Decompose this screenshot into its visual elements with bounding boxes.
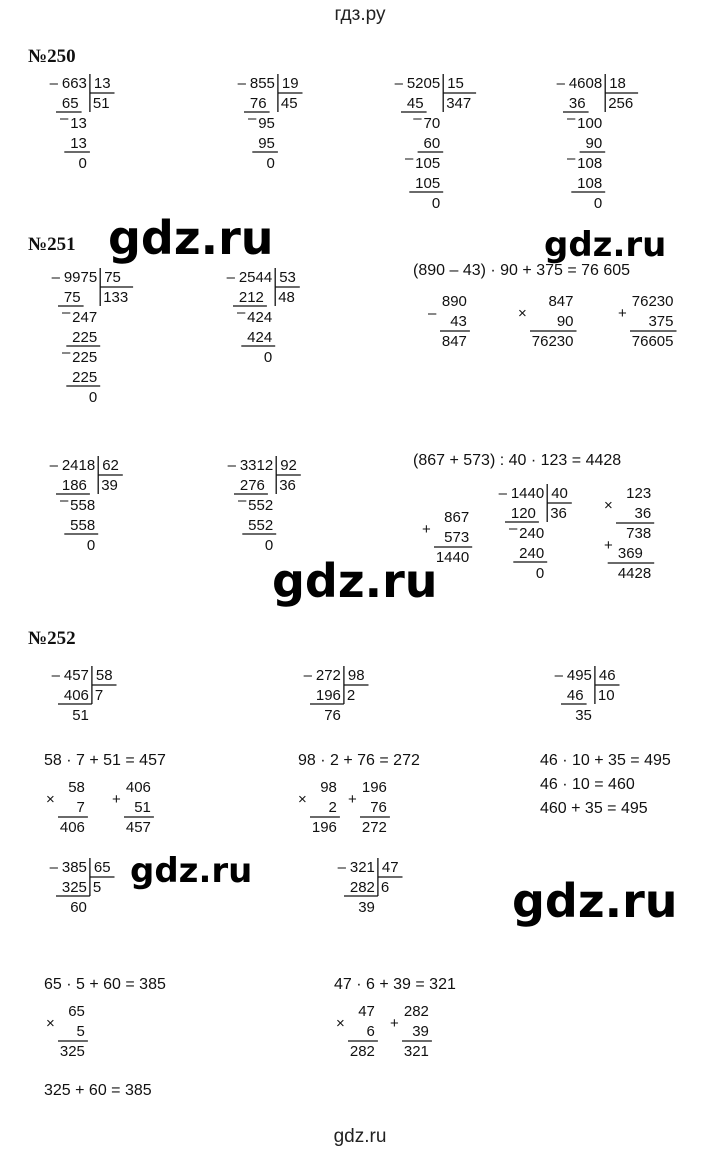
divisor: 15 — [447, 75, 464, 92]
minus-sign: – — [61, 344, 71, 361]
check-252-3c: 460 + 35 = 495 — [540, 800, 648, 817]
check-252-3a: 46 · 10 + 35 = 495 — [540, 752, 671, 769]
check-252-4b: 325 + 60 = 385 — [44, 1082, 152, 1099]
operand-b: 39 — [412, 1023, 429, 1040]
subtrahend: 45 — [406, 95, 424, 112]
subtrahend: 36 — [568, 95, 586, 112]
minus-sign: – — [413, 110, 422, 127]
divisor: 47 — [381, 859, 399, 876]
column-subtraction-890-43 — [428, 292, 473, 352]
subtrahend: 225 — [72, 369, 98, 386]
calc-svg — [48, 456, 129, 558]
result: 272 — [361, 819, 387, 836]
division-3312-by-92 — [226, 456, 307, 558]
operand-b: 7 — [76, 799, 85, 816]
dividend: 855 — [249, 75, 275, 92]
remainder: 247 — [72, 309, 98, 326]
calc-svg — [604, 484, 658, 584]
remainder: 100 — [577, 115, 603, 132]
remainder: 108 — [577, 155, 603, 172]
result: 196 — [311, 819, 337, 836]
result: 406 — [59, 819, 85, 836]
divisor: 53 — [279, 269, 296, 286]
check-252-1: 58 · 7 + 51 = 457 — [44, 752, 166, 769]
subtrahend: 558 — [70, 517, 96, 534]
subtrahend: 90 — [585, 135, 603, 152]
partial-product: 738 — [626, 525, 652, 542]
calc-svg — [226, 456, 307, 558]
dividend: 9975 — [63, 269, 98, 286]
operator-sign: + — [112, 791, 121, 808]
column-addition-406-51 — [112, 778, 157, 838]
remainder: 60 — [70, 899, 87, 916]
operand-b: 90 — [556, 313, 574, 330]
operator-sign: + — [618, 305, 627, 322]
quotient: 256 — [608, 95, 634, 112]
minus-sign: – — [566, 150, 576, 167]
quotient: 347 — [446, 95, 472, 112]
division-5205-by-15 — [393, 74, 483, 216]
divisor: 65 — [93, 859, 111, 876]
subtrahend: 552 — [248, 517, 274, 534]
divisor: 98 — [347, 667, 365, 684]
watermark-logo: gdz.ru — [544, 225, 667, 265]
operand-a: 123 — [626, 485, 652, 502]
division-855-by-19 — [236, 74, 309, 176]
operator-sign: + — [422, 521, 431, 538]
dividend: 4608 — [568, 75, 603, 92]
quotient: 45 — [280, 95, 298, 112]
minus-sign: – — [556, 75, 565, 92]
divisor: 40 — [551, 485, 568, 502]
division-321-by-47 — [336, 858, 409, 920]
calc-svg — [112, 778, 157, 838]
subtrahend: 406 — [63, 687, 89, 704]
result: 321 — [403, 1043, 429, 1060]
minus-sign: – — [49, 75, 58, 92]
plus-sign: + — [604, 537, 613, 554]
calc-svg — [497, 484, 578, 586]
column-addition-196-76 — [348, 778, 393, 838]
check-252-3b: 46 · 10 = 460 — [540, 776, 635, 793]
operator-sign: × — [518, 305, 527, 322]
quotient: 133 — [103, 289, 129, 306]
site-footer: gdz.ru — [333, 1126, 387, 1147]
minus-sign: – — [61, 304, 71, 321]
column-multiplication-847-90 — [518, 292, 580, 352]
dividend: 2544 — [238, 269, 273, 286]
remainder: 0 — [264, 537, 274, 554]
dividend: 3312 — [239, 457, 274, 474]
operand-a: 847 — [548, 293, 574, 310]
operator-sign: + — [390, 1015, 399, 1032]
result: 282 — [349, 1043, 375, 1060]
result: 1440 — [435, 549, 470, 566]
result: 4428 — [617, 565, 652, 582]
subtrahend: 13 — [70, 135, 87, 152]
column-multiplication-58-7 — [46, 778, 91, 838]
operand-a: 406 — [125, 779, 151, 796]
division-385-by-65 — [48, 858, 121, 920]
remainder: 0 — [431, 195, 441, 212]
operator-sign: × — [298, 791, 307, 808]
subtrahend: 276 — [239, 477, 265, 494]
subtrahend: 95 — [258, 135, 275, 152]
remainder: 51 — [72, 707, 89, 724]
subtrahend: 196 — [315, 687, 341, 704]
minus-sign: – — [236, 304, 246, 321]
operand-a: 196 — [361, 779, 387, 796]
minus-sign: – — [554, 667, 563, 684]
calc-svg — [393, 74, 483, 216]
quotient: 2 — [346, 687, 356, 704]
division-495-by-46 — [553, 666, 626, 728]
calc-svg — [46, 778, 91, 838]
expression-251-b: (867 + 573) : 40 · 123 = 4428 — [413, 452, 622, 469]
division-2418-by-62 — [48, 456, 129, 558]
minus-sign: – — [49, 457, 58, 474]
dividend: 495 — [566, 667, 592, 684]
dividend: 663 — [61, 75, 87, 92]
column-multiplication-98-2 — [298, 778, 343, 838]
minus-sign: – — [51, 269, 60, 286]
remainder: 95 — [258, 115, 275, 132]
result: 76230 — [531, 333, 574, 350]
subtrahend: 212 — [238, 289, 264, 306]
watermark-logo: gdz.ru — [512, 874, 678, 928]
remainder: 76 — [324, 707, 341, 724]
watermark-logo: gdz.ru — [108, 211, 274, 265]
quotient: 48 — [278, 289, 295, 306]
division-272-by-98 — [302, 666, 375, 728]
operand-a: 98 — [320, 779, 337, 796]
operand-a: 867 — [444, 509, 470, 526]
calc-svg — [48, 858, 121, 920]
divisor: 58 — [95, 667, 113, 684]
minus-sign: – — [247, 110, 257, 127]
operator-sign: + — [348, 791, 357, 808]
operand-b: 573 — [444, 529, 470, 546]
subtrahend: 46 — [566, 687, 584, 704]
dividend: 1440 — [510, 485, 545, 502]
remainder: 424 — [247, 309, 273, 326]
check-252-2: 98 · 2 + 76 = 272 — [298, 752, 420, 769]
column-addition-76230-375 — [618, 292, 680, 352]
remainder: 0 — [263, 349, 273, 366]
subtrahend: 282 — [349, 879, 375, 896]
dividend: 385 — [61, 859, 87, 876]
site-header: гдз.ру — [334, 4, 386, 25]
subtrahend: 325 — [61, 879, 87, 896]
calc-svg — [348, 778, 393, 838]
quotient: 36 — [550, 505, 567, 522]
division-457-by-58 — [50, 666, 123, 728]
divisor: 19 — [281, 75, 299, 92]
calc-svg — [428, 292, 473, 352]
minus-sign: – — [404, 150, 414, 167]
operand-b: 43 — [450, 313, 467, 330]
calc-svg — [618, 292, 680, 352]
partial-product: 369 — [617, 545, 643, 562]
divisor: 13 — [93, 75, 111, 92]
remainder: 105 — [415, 155, 441, 172]
quotient: 10 — [597, 687, 615, 704]
column-multiplication-123-36 — [604, 484, 658, 584]
remainder: 0 — [88, 389, 98, 406]
minus-sign: – — [59, 110, 69, 127]
minus-sign: – — [566, 110, 576, 127]
remainder: 0 — [86, 537, 96, 554]
remainder: 552 — [248, 497, 274, 514]
result: 325 — [59, 1043, 85, 1060]
remainder: 225 — [72, 349, 98, 366]
operand-b: 51 — [134, 799, 151, 816]
division-9975-by-75 — [50, 268, 140, 410]
operand-a: 282 — [403, 1003, 429, 1020]
quotient: 36 — [279, 477, 296, 494]
operator-sign: × — [46, 1015, 55, 1032]
watermark-logo: gdz.ru — [272, 554, 438, 608]
subtrahend: 108 — [577, 175, 603, 192]
result: 457 — [125, 819, 151, 836]
minus-sign: – — [237, 75, 246, 92]
remainder: 558 — [70, 497, 96, 514]
minus-sign: – — [508, 520, 518, 537]
calc-svg — [50, 666, 123, 728]
subtrahend: 75 — [63, 289, 81, 306]
quotient: 5 — [92, 879, 102, 896]
division-2544-by-53 — [225, 268, 306, 370]
calc-svg — [555, 74, 645, 216]
quotient: 39 — [101, 477, 118, 494]
calc-svg — [336, 858, 409, 920]
watermark-logo: gdz.ru — [130, 851, 253, 891]
minus-sign: – — [394, 75, 403, 92]
subtrahend: 120 — [510, 505, 536, 522]
divisor: 75 — [104, 269, 121, 286]
division-1440-by-40 — [497, 484, 578, 586]
quotient: 6 — [380, 879, 390, 896]
division-663-by-13 — [48, 74, 121, 176]
minus-sign: – — [498, 485, 507, 502]
subtrahend: 60 — [423, 135, 441, 152]
result: 76605 — [631, 333, 674, 350]
operator-sign: – — [428, 305, 437, 322]
remainder: 13 — [70, 115, 87, 132]
column-addition-282-39 — [390, 1002, 435, 1062]
operand-b: 36 — [634, 505, 652, 522]
expression-251-a: (890 – 43) · 90 + 375 = 76 605 — [413, 262, 631, 279]
divisor: 62 — [102, 457, 119, 474]
remainder: 39 — [358, 899, 375, 916]
result: 847 — [441, 333, 467, 350]
calc-svg — [298, 778, 343, 838]
calc-svg — [302, 666, 375, 728]
calc-svg — [518, 292, 580, 352]
operand-b: 6 — [366, 1023, 375, 1040]
subtrahend: 186 — [61, 477, 87, 494]
minus-sign: – — [226, 269, 235, 286]
dividend: 5205 — [406, 75, 441, 92]
quotient: 7 — [94, 687, 104, 704]
dividend: 2418 — [61, 457, 96, 474]
subtrahend: 424 — [247, 329, 273, 346]
calc-svg — [48, 74, 121, 176]
calc-svg — [390, 1002, 435, 1062]
operand-a: 65 — [68, 1003, 85, 1020]
calc-svg — [553, 666, 626, 728]
calc-svg — [50, 268, 140, 410]
operator-sign: × — [46, 791, 55, 808]
remainder: 35 — [575, 707, 592, 724]
minus-sign: – — [303, 667, 312, 684]
remainder: 240 — [519, 525, 545, 542]
division-4608-by-18 — [555, 74, 645, 216]
check-252-5: 47 · 6 + 39 = 321 — [334, 976, 456, 993]
operator-sign: × — [336, 1015, 345, 1032]
operator-sign: × — [604, 497, 613, 514]
operand-a: 890 — [441, 293, 467, 310]
divisor: 92 — [280, 457, 297, 474]
quotient: 51 — [92, 95, 110, 112]
minus-sign: – — [59, 492, 69, 509]
minus-sign: – — [49, 859, 58, 876]
column-multiplication-47-6 — [336, 1002, 381, 1062]
subtrahend: 76 — [249, 95, 267, 112]
dividend: 321 — [349, 859, 375, 876]
remainder: 70 — [423, 115, 441, 132]
column-multiplication-65-5 — [46, 1002, 91, 1062]
operand-a: 76230 — [631, 293, 674, 310]
subtrahend: 65 — [61, 95, 79, 112]
calc-svg — [46, 1002, 91, 1062]
subtrahend: 240 — [519, 545, 545, 562]
problem-252-label: №252 — [28, 628, 76, 649]
minus-sign: – — [337, 859, 346, 876]
minus-sign: – — [227, 457, 236, 474]
operand-b: 375 — [648, 313, 674, 330]
problem-250-label: №250 — [28, 46, 76, 67]
check-252-4: 65 · 5 + 60 = 385 — [44, 976, 166, 993]
remainder: 0 — [78, 155, 87, 172]
dividend: 457 — [63, 667, 89, 684]
operand-b: 2 — [328, 799, 337, 816]
remainder: 0 — [535, 565, 545, 582]
calc-svg — [336, 1002, 381, 1062]
calc-svg — [225, 268, 306, 370]
minus-sign: – — [51, 667, 60, 684]
subtrahend: 105 — [415, 175, 441, 192]
remainder: 0 — [593, 195, 603, 212]
divisor: 18 — [609, 75, 626, 92]
divisor: 46 — [598, 667, 616, 684]
dividend: 272 — [315, 667, 341, 684]
problem-251-label: №251 — [28, 234, 76, 255]
calc-svg — [236, 74, 309, 176]
operand-a: 47 — [358, 1003, 375, 1020]
operand-b: 5 — [76, 1023, 85, 1040]
operand-a: 58 — [68, 779, 85, 796]
operand-b: 76 — [370, 799, 387, 816]
minus-sign: – — [237, 492, 247, 509]
subtrahend: 225 — [72, 329, 98, 346]
remainder: 0 — [266, 155, 275, 172]
